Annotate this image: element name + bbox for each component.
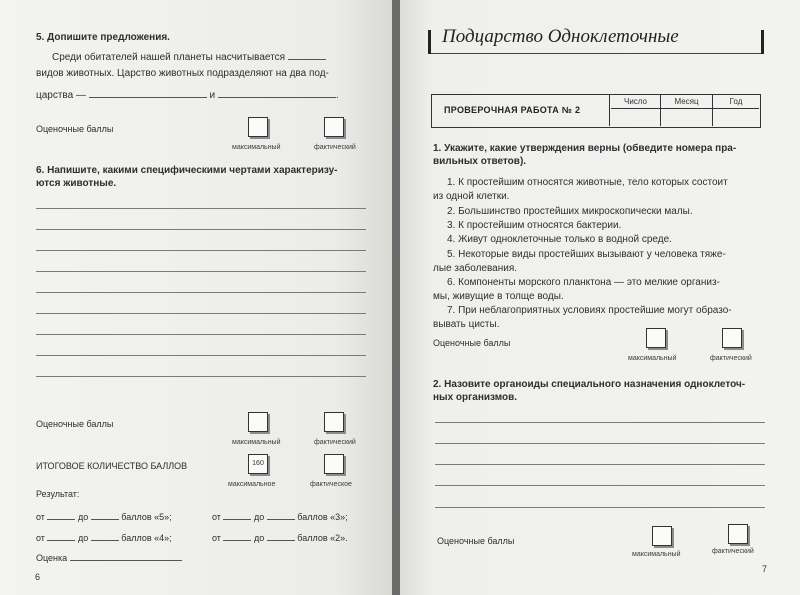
score-label-q1: Оценочные баллы — [433, 338, 511, 348]
grade-label: Оценка — [36, 553, 68, 563]
q2-title-line1: 2. Назовите органоиды специального назначения одноклеточ- — [433, 379, 746, 390]
grade-2-text: «2». — [330, 533, 348, 543]
page-number-right: 7 — [762, 564, 768, 574]
q1-option[interactable]: 7. При неблагоприятных условиях простейшие могут образо- — [447, 305, 732, 316]
q6-title-line2: ются животные. — [36, 178, 117, 189]
score-max-box-q5[interactable] — [248, 117, 268, 137]
points-text: баллов — [121, 512, 152, 522]
points-text: баллов — [121, 533, 152, 543]
result-blank-from-5[interactable] — [47, 512, 75, 520]
q5-line2: видов животных. Царство животных подразделяют на два под- — [36, 68, 329, 79]
q5-line3-end: . — [335, 90, 339, 101]
page-number-left: 6 — [35, 572, 41, 582]
q1-option[interactable]: 2. Большинство простейших микроскопически малы. — [447, 206, 693, 217]
max-label-q1: максимальный — [628, 355, 677, 362]
q1-option[interactable]: 6. Компоненты морского планктона — это мелкие организ- — [447, 277, 720, 288]
q5-line1 — [52, 50, 326, 65]
q5-line1-text: Среди обитателей нашей планеты насчитывается — [52, 52, 286, 63]
answer-line[interactable] — [435, 443, 765, 444]
from-text: от — [36, 533, 45, 543]
to-text: до — [253, 512, 265, 522]
total-fact-label: фактическое — [310, 481, 352, 488]
max-label-q2: максимальный — [632, 551, 681, 558]
result-blank-to-4[interactable] — [91, 533, 119, 541]
result-blank-to-5[interactable] — [91, 512, 119, 520]
max-label-q5: максимальный — [232, 144, 281, 151]
answer-line[interactable] — [435, 485, 765, 486]
answer-line[interactable] — [36, 292, 366, 293]
answer-line[interactable] — [36, 271, 366, 272]
section-title-bar — [428, 26, 764, 54]
answer-line[interactable] — [36, 334, 366, 335]
fact-label-q6: фактический — [314, 439, 356, 446]
result-blank-from-3[interactable] — [223, 512, 251, 520]
result-title: Результат: — [36, 489, 80, 499]
answer-line[interactable] — [36, 313, 366, 314]
result-blank-from-2[interactable] — [223, 533, 251, 541]
grade-blank[interactable] — [70, 553, 182, 561]
q1-option-cont: мы, живущие в толще воды. — [433, 291, 564, 302]
result-row-3 — [212, 512, 348, 522]
q5-blank-subkingdom1[interactable] — [89, 88, 207, 98]
score-max-box-q1[interactable] — [646, 328, 666, 348]
to-text: до — [77, 533, 89, 543]
answer-line[interactable] — [36, 355, 366, 356]
title-bar-left-mark — [428, 30, 431, 54]
q1-option-cont: вывать цисты. — [433, 319, 500, 330]
q5-line3-start: царства — — [36, 90, 86, 101]
answer-line[interactable] — [435, 464, 765, 465]
total-fact-box[interactable] — [324, 454, 344, 474]
total-score-label: ИТОГОВОЕ КОЛИЧЕСТВО БАЛЛОВ — [36, 461, 188, 471]
q5-title: 5. Допишите предложения. — [36, 32, 170, 43]
date-month-header: Месяц — [661, 95, 712, 109]
title-underline — [431, 53, 761, 54]
total-max-box: 160 — [248, 454, 268, 474]
q5-line3-and: и — [209, 90, 216, 101]
q1-option[interactable]: 5. Некоторые виды простейших вызывают у человека тяже- — [447, 249, 726, 260]
from-text: от — [212, 533, 221, 543]
fact-label-q1: фактический — [710, 355, 752, 362]
answer-line[interactable] — [435, 507, 765, 508]
score-fact-box-q5[interactable] — [324, 117, 344, 137]
answer-line[interactable] — [36, 250, 366, 251]
to-text: до — [253, 533, 265, 543]
score-max-box-q6[interactable] — [248, 412, 268, 432]
q1-option-cont: лые заболевания. — [433, 263, 518, 274]
date-day-header: Число — [611, 95, 660, 109]
q5-line3 — [36, 88, 339, 103]
q5-blank-subkingdom2[interactable] — [218, 88, 336, 98]
q1-option[interactable]: 1. К простейшим относятся животные, тело которых состоит — [447, 177, 728, 188]
answer-line[interactable] — [36, 229, 366, 230]
grade-5-text: «5»; — [154, 512, 172, 522]
q1-option-cont: из одной клетки. — [433, 191, 510, 202]
q1-title-line1: 1. Укажите, какие утверждения верны (обведите номера пра- — [433, 143, 737, 154]
from-text: от — [36, 512, 45, 522]
score-fact-box-q1[interactable] — [722, 328, 742, 348]
result-blank-from-4[interactable] — [47, 533, 75, 541]
fact-label-q5: фактический — [314, 144, 356, 151]
test-title: ПРОВЕРОЧНАЯ РАБОТА № 2 — [432, 95, 610, 126]
score-label-q6: Оценочные баллы — [36, 419, 114, 429]
q5-blank-count[interactable] — [288, 50, 326, 60]
grade-3-text: «3»; — [330, 512, 348, 522]
left-page — [0, 0, 392, 595]
fact-label-q2: фактический — [712, 548, 754, 555]
score-max-box-q2[interactable] — [652, 526, 672, 546]
result-row-4 — [36, 533, 172, 543]
max-label-q6: максимальный — [232, 439, 281, 446]
total-max-label: максимальное — [228, 481, 276, 488]
score-label-q5: Оценочные баллы — [36, 124, 114, 134]
result-blank-to-3[interactable] — [267, 512, 295, 520]
answer-line[interactable] — [36, 376, 366, 377]
q1-option[interactable]: 3. К простейшим относятся бактерии. — [447, 220, 622, 231]
q6-title-line1: 6. Напишите, какими специфическими чертами характеризу- — [36, 165, 338, 176]
answer-line[interactable] — [435, 422, 765, 423]
from-text: от — [212, 512, 221, 522]
q1-title-line2: вильных ответов). — [433, 156, 527, 167]
date-year-column[interactable] — [713, 95, 759, 126]
points-text: баллов — [297, 533, 328, 543]
grade-row — [36, 553, 182, 563]
result-row-2 — [212, 533, 348, 543]
section-title: Подцарство Одноклеточные — [442, 26, 679, 47]
to-text: до — [77, 512, 89, 522]
title-bar-right-mark — [761, 30, 764, 54]
date-year-header: Год — [713, 95, 759, 109]
test-header-table — [431, 94, 761, 128]
result-blank-to-2[interactable] — [267, 533, 295, 541]
book-gutter — [392, 0, 400, 595]
q1-option[interactable]: 4. Живут одноклеточные только в водной среде. — [447, 234, 672, 245]
grade-4-text: «4»; — [154, 533, 172, 543]
points-text: баллов — [297, 512, 328, 522]
score-fact-box-q6[interactable] — [324, 412, 344, 432]
answer-line[interactable] — [36, 208, 366, 209]
date-day-column[interactable] — [611, 95, 661, 126]
result-row-5 — [36, 512, 172, 522]
score-fact-box-q2[interactable] — [728, 524, 748, 544]
score-label-q2: Оценочные баллы — [437, 536, 515, 546]
q2-title-line2: ных организмов. — [433, 392, 518, 403]
date-month-column[interactable] — [661, 95, 713, 126]
